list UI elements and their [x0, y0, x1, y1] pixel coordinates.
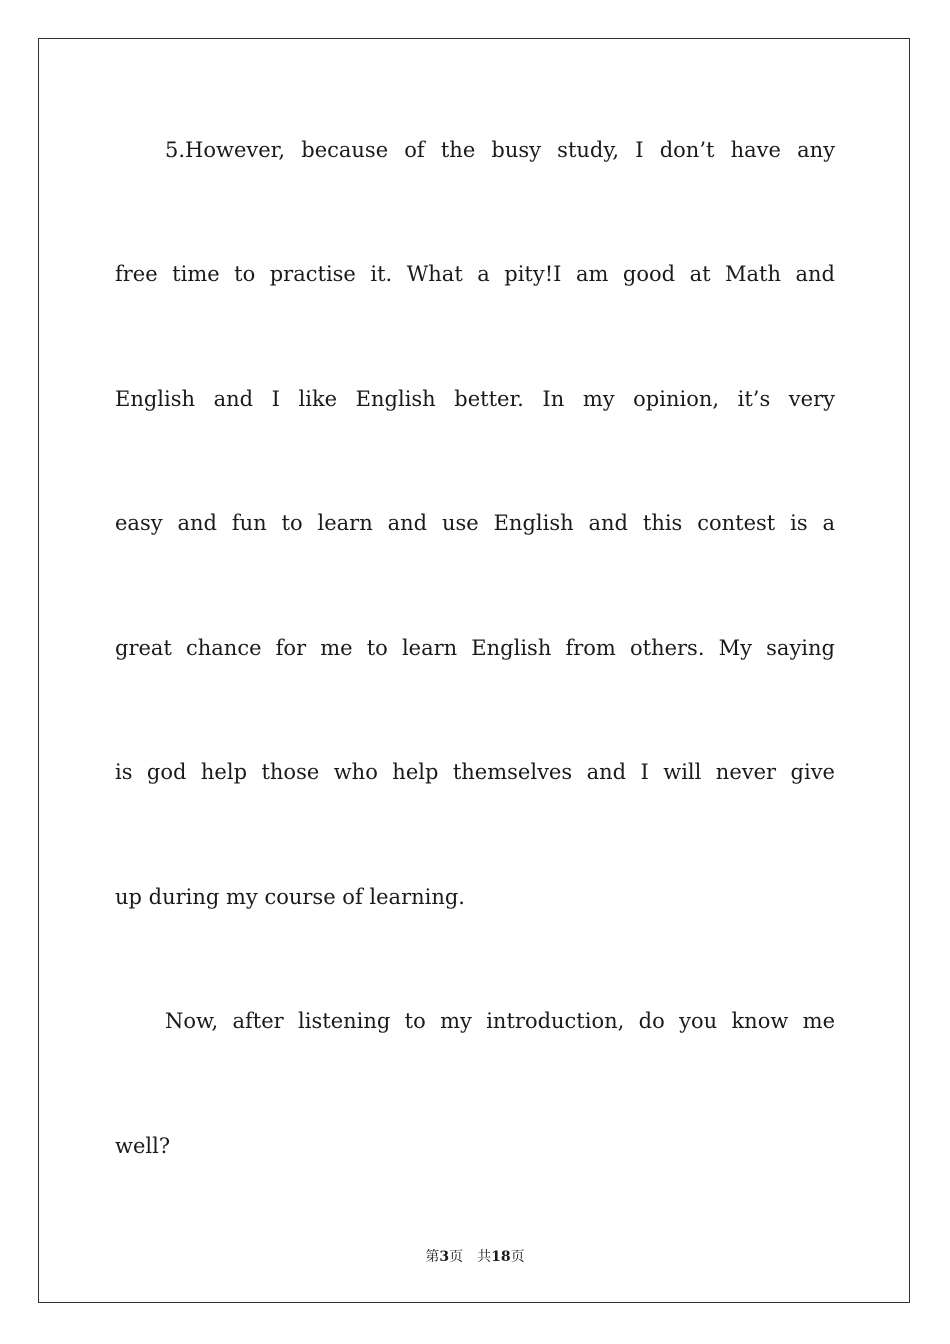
footer-page-prefix: 第	[425, 1249, 440, 1265]
page-footer	[0, 1247, 950, 1267]
body-line-5: great chance for me to learn English from others. My saying	[115, 636, 835, 660]
footer-total-suffix: 页	[510, 1249, 525, 1265]
body-line-1: 5.However, because of the busy study, I don’t have any	[165, 138, 835, 162]
page-frame	[38, 38, 910, 1303]
body-line-8: Now, after listening to my introduction, do you know me	[165, 1009, 835, 1033]
body-line-6: is god help those who help themselves and I will never give	[115, 760, 835, 784]
footer-total-pages: 18	[491, 1249, 511, 1265]
body-line-7: up during my course of learning.	[115, 885, 465, 909]
body-line-9: well?	[115, 1134, 171, 1158]
footer-page-suffix: 页	[449, 1249, 464, 1265]
body-line-2: free time to practise it. What a pity!I am good at Math and	[115, 262, 835, 286]
footer-total-prefix: 共	[477, 1249, 492, 1265]
body-line-4: easy and fun to learn and use English and this contest is a	[115, 511, 835, 535]
footer-page-number: 3	[439, 1249, 450, 1265]
body-line-3: English and I like English better. In my opinion, it’s very	[115, 387, 835, 411]
